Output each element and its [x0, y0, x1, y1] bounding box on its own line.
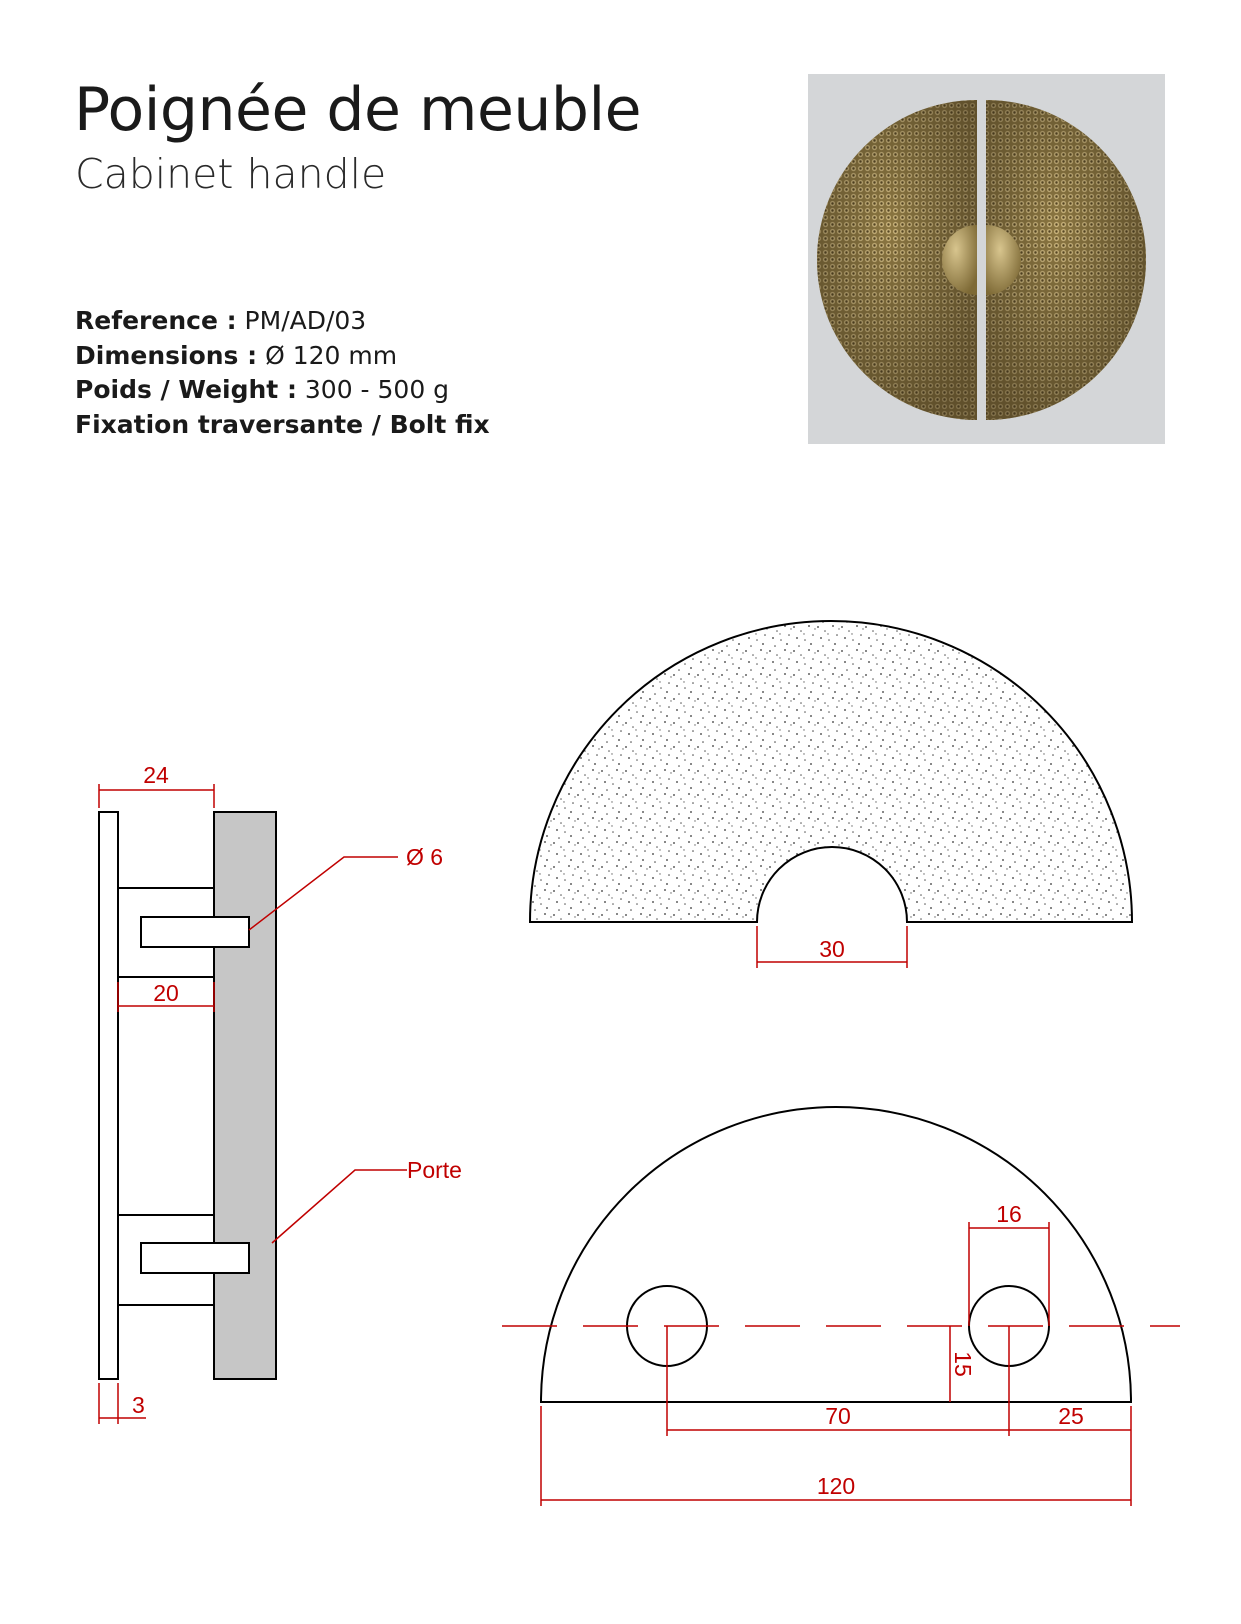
door-panel: [214, 812, 276, 1379]
bolt-top: [141, 917, 249, 947]
dim-70-label: 70: [825, 1403, 851, 1429]
back-half-disc: [541, 1107, 1131, 1402]
spec-value: PM/AD/03: [236, 306, 367, 335]
dim-15-label: 15: [950, 1351, 976, 1377]
spec-value: Ø 120 mm: [257, 340, 398, 370]
spec-label: Dimensions :: [75, 340, 258, 370]
page-title: Poignée de meuble: [74, 75, 642, 145]
handle-plate: [99, 812, 118, 1379]
front-view: [530, 621, 1132, 968]
door-label: Porte: [407, 1157, 462, 1183]
spec-label: Reference :: [75, 306, 237, 335]
dim-20-label: 20: [153, 980, 179, 1006]
page-subtitle: Cabinet handle: [75, 150, 387, 198]
spec-value: 300 - 500 g: [296, 375, 450, 404]
dim-16-label: 16: [996, 1201, 1022, 1227]
back-view: [502, 1107, 1180, 1506]
front-half-disc: [530, 621, 1132, 922]
spec-label: Fixation traversante / Bolt fix: [75, 409, 490, 439]
side-view: [99, 762, 462, 1424]
spec-label: Poids / Weight :: [75, 375, 297, 404]
dim-24-label: 24: [143, 762, 169, 788]
dim-diameter-label: Ø 6: [406, 844, 444, 870]
dim-120-label: 120: [816, 1473, 856, 1499]
bolt-bottom: [141, 1243, 249, 1273]
dim-30-label: 30: [819, 936, 845, 962]
dim-25-label: 25: [1058, 1403, 1084, 1429]
dim-3-label: 3: [132, 1392, 145, 1418]
